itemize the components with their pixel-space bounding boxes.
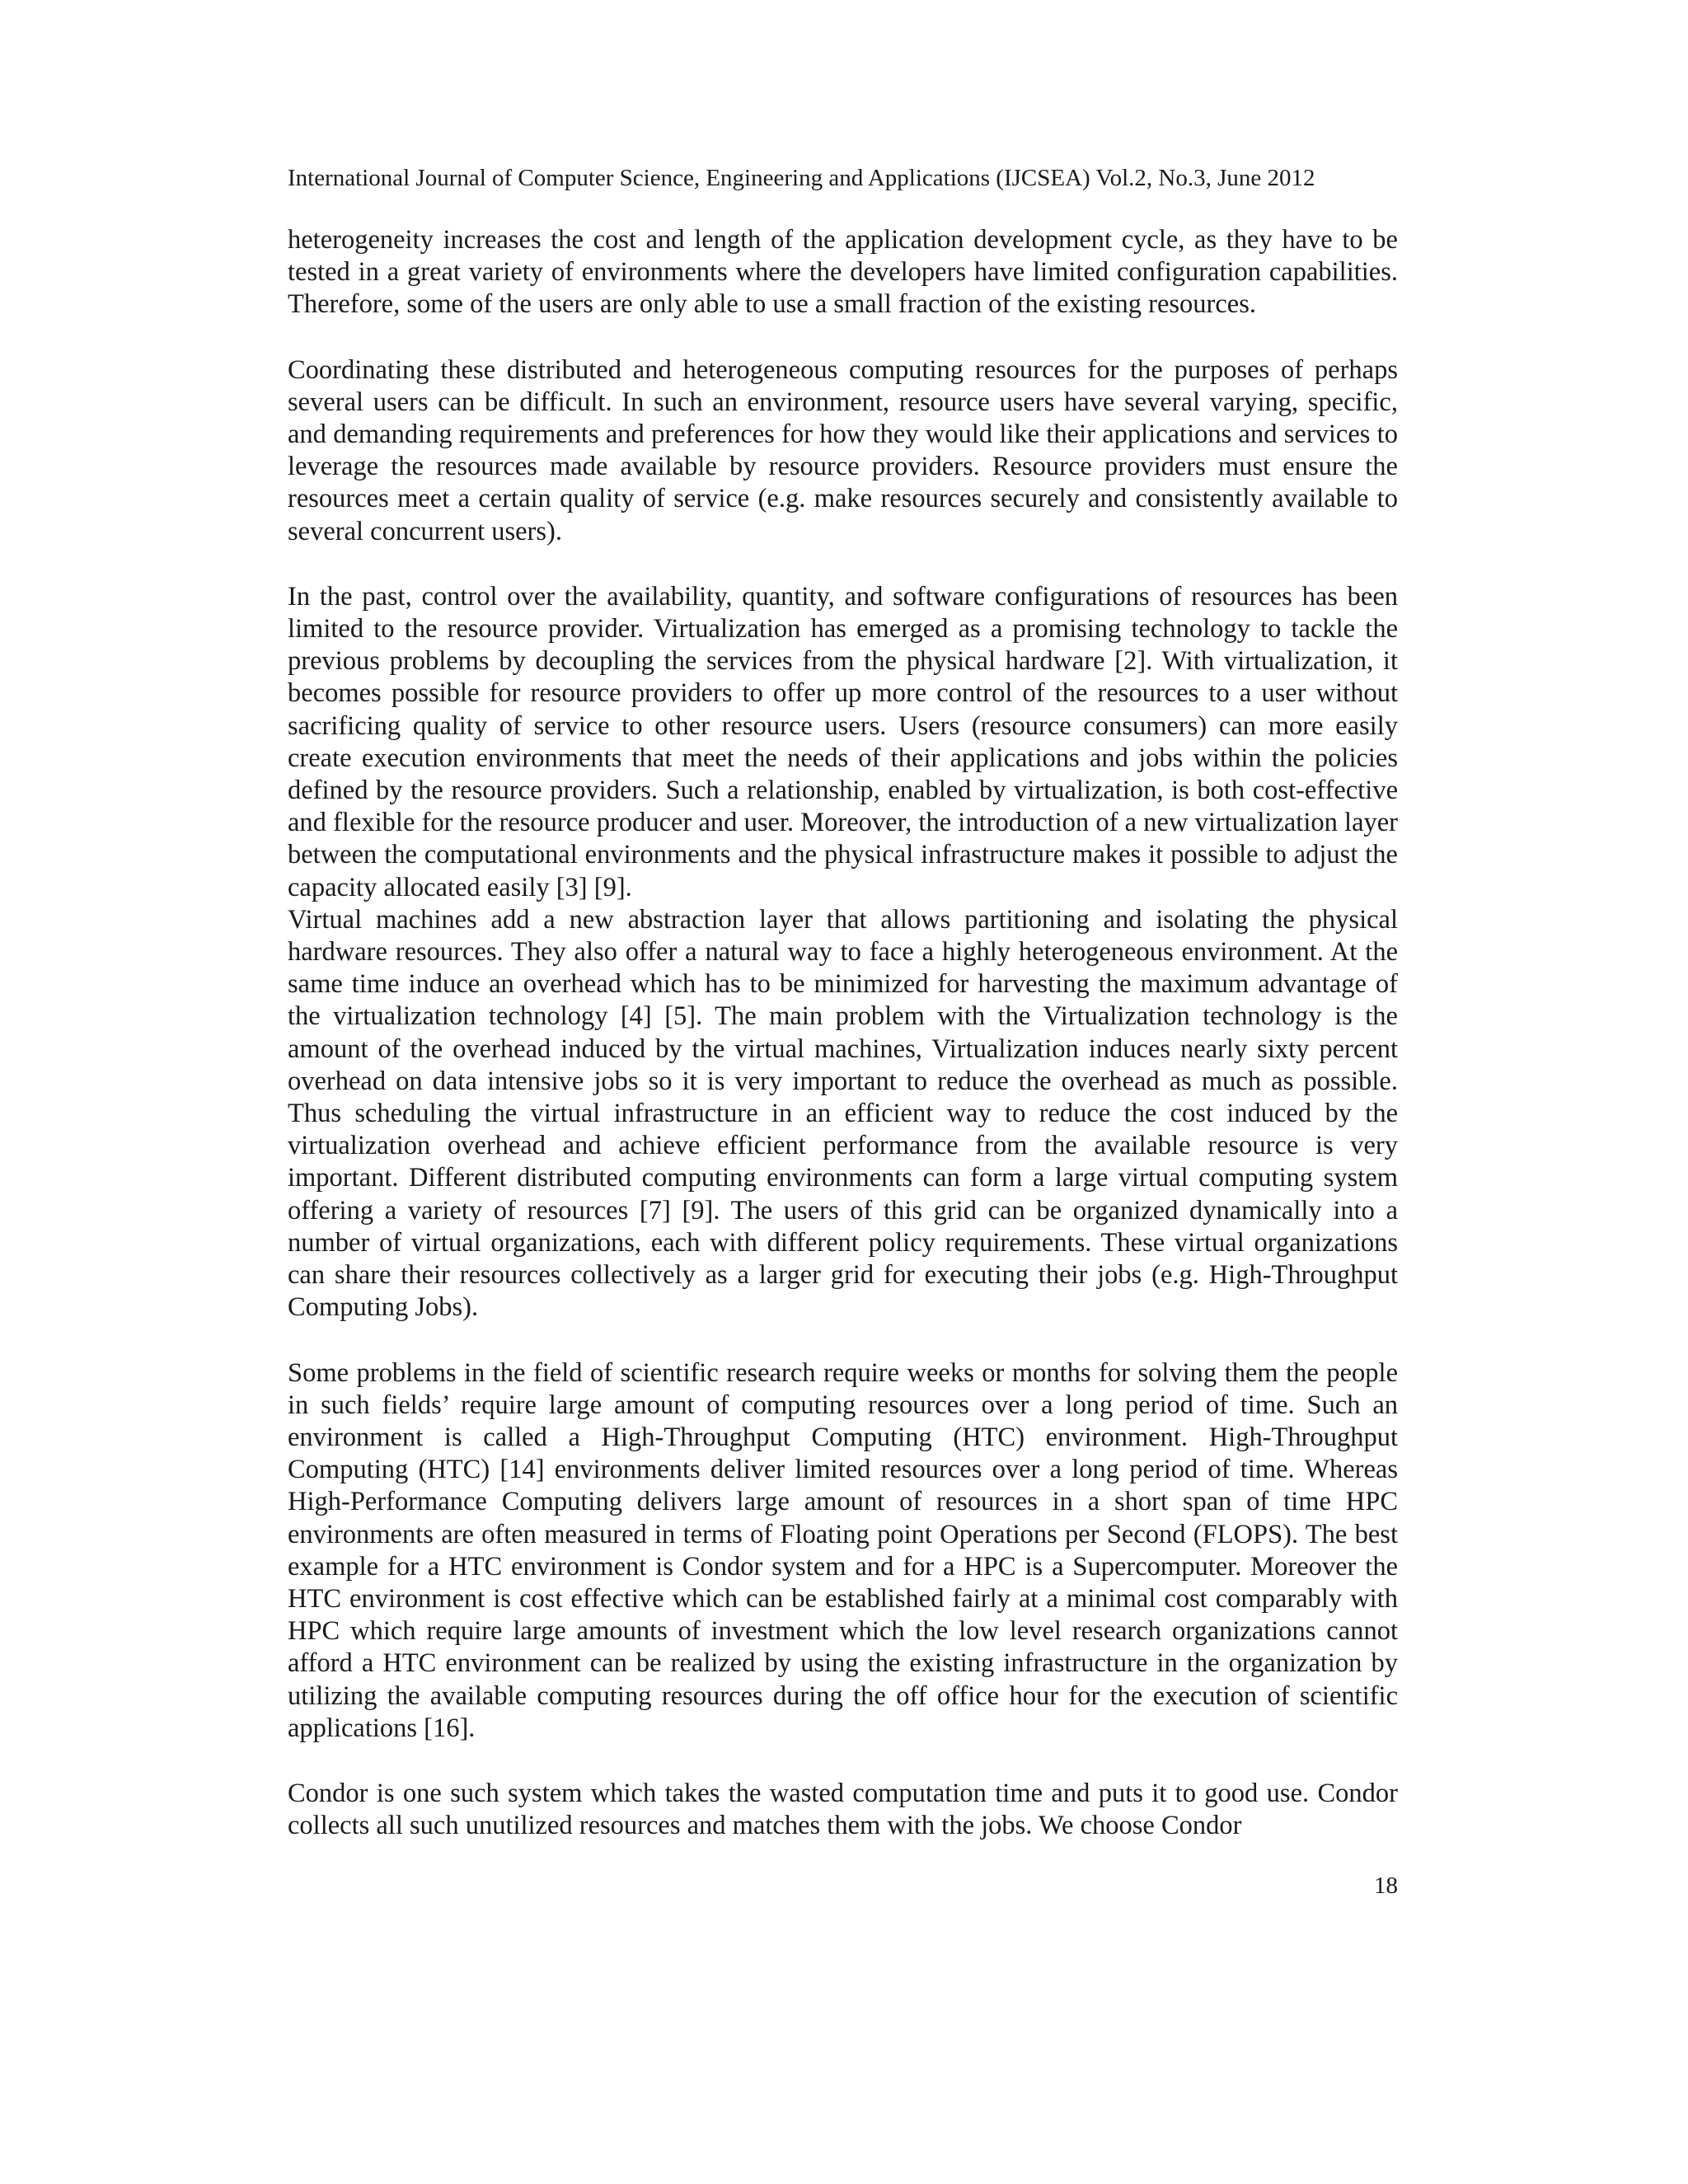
paragraph-coordinating-resources: Coordinating these distributed and heterogeneous computing resources for the purposes of perhaps several users can be difficult. In such an environment, resource users have several varying, specific, and demanding requirements and preferences for how they would like their applications and services to leverage the resources made available by resource providers. Resource providers must ensure the resources meet a certain quality of service (e.g. make resources securely and consistently available to several concurrent users). xyxy=(288,354,1398,546)
page-number: 18 xyxy=(1374,1872,1398,1899)
paragraph-virtualization: In the past, control over the availability, quantity, and software configurations of resources has been limited to the resource provider. Virtualization has emerged as a promising technology to tackle the previous problems by decoupling the services from the physical hardware [2]. With virtualization, it becomes possible for resource providers to offer up more control of the resources to a user without sacrificing quality of service to other resource users. Users (resource consumers) can more easily create execution environments that meet the needs of their applications and jobs within the policies defined by the resource providers. Such a relationship, enabled by virtualization, is both cost-effective and flexible for the resource producer and user. Moreover, the introduction of a new virtualization layer between the computational environments and the physical infrastructure makes it possible to adjust the capacity allocated easily [3] [9]. xyxy=(288,581,1398,902)
paragraph-condor: Condor is one such system which takes the wasted computation time and puts it to good use. Condor collects all such unutilized resources and matches them with the jobs. We choose Condor xyxy=(288,1778,1398,1841)
article-body xyxy=(288,224,1398,1842)
paragraph-htc: Some problems in the field of scientific research require weeks or months for solving them the people in such fields’ require large amount of computing resources over a long period of time. Such an environment is called a High-Throughput Computing (HTC) environment. High-Throughput Computing (HTC) [14] environments deliver limited resources over a long period of time. Whereas High-Performance Computing delivers large amount of resources in a short span of time HPC environments are often measured in terms of Floating point Operations per Second (FLOPS). The best example for a HTC environment is Condor system and for a HPC is a Supercomputer. Moreover the HTC environment is cost effective which can be established fairly at a minimal cost comparably with HPC which require large amounts of investment which the low level research organizations cannot afford a HTC environment can be realized by using the existing infrastructure in the organization by utilizing the available computing resources during the off office hour for the execution of scientific applications [16]. xyxy=(288,1357,1398,1743)
paragraph-heterogeneity: heterogeneity increases the cost and length of the application development cycle, as they have to be tested in a great variety of environments where the developers have limited configuration capabilities. Therefore, some of the users are only able to use a small fraction of the existing resources. xyxy=(288,225,1398,320)
paragraph-virtual-machines: Virtual machines add a new abstraction layer that allows partitioning and isolating the physical hardware resources. They also offer a natural way to face a highly heterogeneous environment. At the same time induce an overhead which has to be minimized for harvesting the maximum advantage of the virtualization technology [4] [5]. The main problem with the Virtualization technology is the amount of the overhead induced by the virtual machines, Virtualization induces nearly sixty percent overhead on data intensive jobs so it is very important to reduce the overhead as much as possible. Thus scheduling the virtual infrastructure in an efficient way to reduce the cost induced by the virtualization overhead and achieve efficient performance from the available resource is very important. Different distributed computing environments can form a large virtual computing system offering a variety of resources [7] [9]. The users of this grid can be organized dynamically into a number of virtual organizations, each with different policy requirements. These virtual organizations can share their resources collectively as a larger grid for executing their jobs (e.g. High-Throughput Computing Jobs). xyxy=(288,904,1398,1323)
journal-header: International Journal of Computer Science, Engineering and Applications (IJCSEA) Vol.2, No.3, June 2012 xyxy=(288,165,1315,191)
